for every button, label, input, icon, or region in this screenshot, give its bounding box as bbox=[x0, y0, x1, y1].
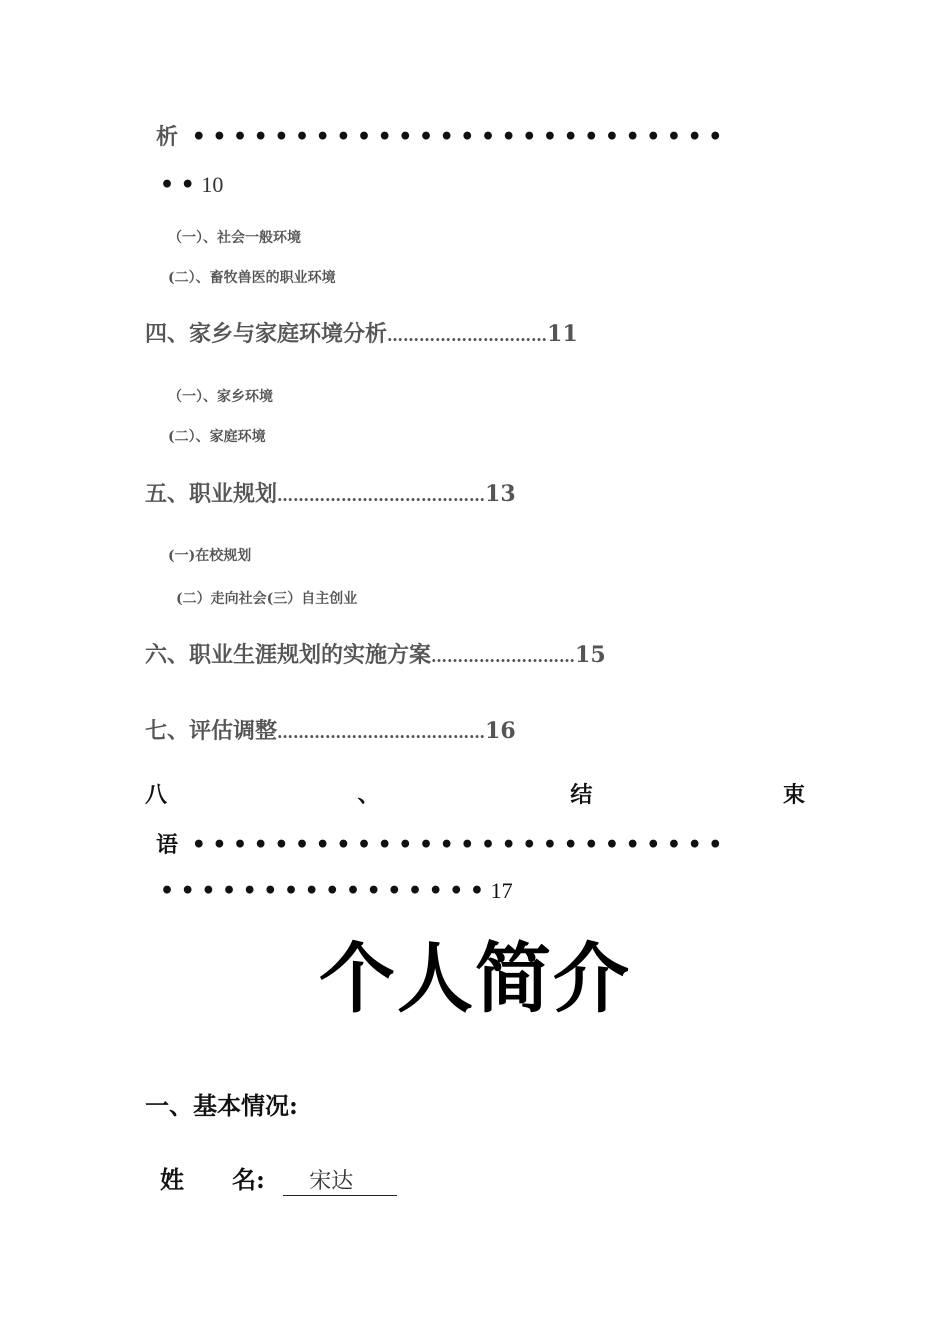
toc-item8-leader-cont: •••••••••••••••• bbox=[160, 878, 491, 904]
toc-sub5-1: (一)在校规划 bbox=[168, 548, 252, 564]
toc-sub5-2: (二）走向社会(三）自主创业 bbox=[176, 591, 358, 607]
toc-item5-text: 五、职业规划 bbox=[145, 481, 278, 507]
name-label: 姓 名: bbox=[160, 1165, 265, 1194]
toc-item4-page: 11 bbox=[547, 321, 578, 347]
toc-item6-page: 15 bbox=[575, 642, 606, 668]
toc-item4-leader: ………………………… bbox=[387, 326, 548, 345]
toc-item3-leader-cont: •• bbox=[160, 172, 202, 198]
toc-item5 bbox=[145, 477, 516, 508]
name-value: 宋达 bbox=[283, 1164, 397, 1196]
toc-sub3-2: (二）、畜牧兽医的职业环境 bbox=[168, 270, 336, 286]
toc-item5-leader: ………………………………… bbox=[277, 486, 486, 505]
toc-item6-text: 六、职业生涯规划的实施方案 bbox=[145, 642, 432, 668]
toc-item6-leader: ……………………… bbox=[431, 647, 576, 666]
toc-item7 bbox=[145, 714, 516, 745]
toc-item8-char-4: 束 bbox=[782, 782, 805, 808]
toc-item7-leader: ………………………………… bbox=[277, 723, 486, 742]
toc-sub4-1: （一）、家乡环境 bbox=[168, 389, 273, 405]
toc-item8-char-1: 八 bbox=[145, 782, 168, 808]
toc-item3-page: 10 bbox=[201, 172, 224, 197]
name-row bbox=[160, 1160, 397, 1196]
toc-item7-text: 七、评估调整 bbox=[145, 718, 278, 744]
toc-item8-line2 bbox=[156, 828, 729, 859]
toc-item7-page: 16 bbox=[485, 718, 516, 744]
toc-item3-tail bbox=[156, 120, 729, 151]
toc-item8-leader: •••••••••••••••••••••••••• bbox=[191, 832, 729, 858]
toc-item3-page-line bbox=[160, 172, 223, 198]
profile-title: 个人简介 bbox=[319, 934, 631, 1023]
toc-sub4-2: (二）、家庭环境 bbox=[168, 429, 266, 445]
toc-item8-char-5: 语 bbox=[156, 832, 179, 858]
toc-item8-char-2: 、 bbox=[357, 782, 380, 808]
toc-item8-page: 17 bbox=[490, 878, 513, 903]
toc-item8-char-3: 结 bbox=[570, 782, 593, 808]
toc-item8-page-line bbox=[160, 878, 513, 904]
toc-item4-text: 四、家乡与家庭环境分析 bbox=[145, 321, 388, 347]
toc-item5-page: 13 bbox=[485, 481, 516, 507]
toc-sub3-1: （一）、社会一般环境 bbox=[168, 230, 301, 246]
toc-item8-chars bbox=[145, 778, 805, 809]
toc-item6 bbox=[145, 638, 606, 669]
toc-item4 bbox=[145, 317, 578, 348]
toc-item3-char: 析 bbox=[156, 124, 179, 150]
section-basic-info: 一、基本情况: bbox=[145, 1091, 298, 1120]
toc-item3-leader: •••••••••••••••••••••••••• bbox=[191, 124, 729, 150]
